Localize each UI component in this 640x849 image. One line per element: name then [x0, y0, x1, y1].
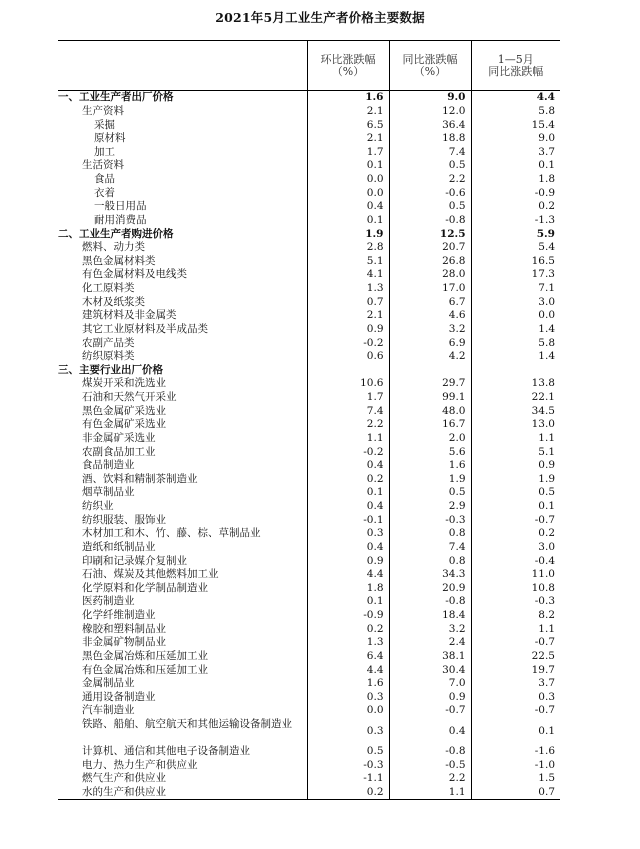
- row-label: 煤炭开采和洗选业: [82, 377, 166, 390]
- table-row: [58, 704, 560, 718]
- yoy-value: 30.4: [389, 663, 471, 677]
- ytd-value: 5.8: [471, 105, 560, 119]
- mom-value: 1.7: [307, 146, 389, 160]
- table-row: [58, 650, 560, 664]
- row-label: 食品制造业: [82, 459, 135, 472]
- yoy-value: 7.4: [389, 541, 471, 555]
- yoy-value: 4.6: [389, 309, 471, 323]
- yoy-value: 17.0: [389, 282, 471, 296]
- yoy-value: 28.0: [389, 268, 471, 282]
- mom-value: 0.2: [307, 473, 389, 487]
- header-ytd-line1: 1—5月: [497, 52, 534, 66]
- row-label: 通用设备制造业: [82, 690, 156, 703]
- table-row: [58, 118, 560, 132]
- ytd-value: -0.3: [471, 595, 560, 609]
- row-label: 化学原料和化学制品制造业: [82, 581, 208, 594]
- yoy-value: -0.3: [389, 513, 471, 527]
- row-label: 木材及纸浆类: [82, 295, 145, 308]
- mom-value: 0.1: [307, 486, 389, 500]
- yoy-value: 9.0: [389, 91, 471, 105]
- row-label: 有色金属冶炼和压延加工业: [82, 663, 208, 676]
- row-label: 金属制品业: [82, 677, 135, 690]
- yoy-value: 0.5: [389, 486, 471, 500]
- ytd-value: 0.1: [471, 718, 560, 745]
- yoy-value: -0.5: [389, 758, 471, 772]
- table-row: [58, 595, 560, 609]
- mom-value: 1.6: [307, 91, 389, 105]
- mom-value: 0.9: [307, 554, 389, 568]
- row-label: 黑色金属冶炼和压延加工业: [82, 649, 208, 662]
- ytd-value: 3.7: [471, 677, 560, 691]
- table-row: [58, 295, 560, 309]
- row-label: 耐用消费品: [94, 213, 147, 226]
- table-row: [58, 404, 560, 418]
- mom-value: 7.4: [307, 404, 389, 418]
- table-row: [58, 609, 560, 623]
- ytd-value: 5.1: [471, 445, 560, 459]
- table-row: [58, 758, 560, 772]
- ytd-value: 1.8: [471, 173, 560, 187]
- yoy-value: 26.8: [389, 255, 471, 269]
- yoy-value: 7.4: [389, 146, 471, 160]
- table-header-row: [58, 41, 560, 91]
- table-row: [58, 364, 560, 378]
- table-row: [58, 459, 560, 473]
- ytd-value: 16.5: [471, 255, 560, 269]
- row-label: 一、工业生产者出厂价格: [58, 91, 174, 104]
- table-row: [58, 268, 560, 282]
- yoy-value: 0.5: [389, 159, 471, 173]
- yoy-value: -0.7: [389, 704, 471, 718]
- yoy-value: 29.7: [389, 377, 471, 391]
- mom-value: 0.4: [307, 459, 389, 473]
- table-row: [58, 786, 560, 800]
- yoy-value: 1.6: [389, 459, 471, 473]
- row-label: 纺织业: [82, 500, 114, 513]
- ytd-value: 0.9: [471, 459, 560, 473]
- row-label: 建筑材料及非金属类: [82, 309, 177, 322]
- ytd-value: 3.0: [471, 295, 560, 309]
- row-label: 医药制造业: [82, 595, 135, 608]
- yoy-value: 1.9: [389, 473, 471, 487]
- header-mom-line2: （%）: [331, 64, 365, 78]
- table-row: [58, 473, 560, 487]
- ytd-value: 1.1: [471, 622, 560, 636]
- table-row: [58, 445, 560, 459]
- yoy-value: 99.1: [389, 391, 471, 405]
- row-label: 烟草制品业: [82, 486, 135, 499]
- mom-value: 2.1: [307, 309, 389, 323]
- table-row: [58, 214, 560, 228]
- table-row: [58, 91, 560, 105]
- ytd-value: 22.5: [471, 650, 560, 664]
- yoy-value: 48.0: [389, 404, 471, 418]
- mom-value: 0.3: [307, 691, 389, 705]
- row-label: 燃料、动力类: [82, 241, 145, 254]
- mom-value: 0.1: [307, 595, 389, 609]
- mom-value: 2.2: [307, 418, 389, 432]
- row-label: 化学纤维制造业: [82, 609, 156, 622]
- yoy-value: [389, 364, 471, 378]
- ytd-value: -1.3: [471, 214, 560, 228]
- table-body: [58, 91, 560, 800]
- row-label: 原材料: [94, 132, 126, 145]
- ytd-value: 0.0: [471, 309, 560, 323]
- table-row: [58, 527, 560, 541]
- row-label: 三、主要行业出厂价格: [58, 363, 163, 376]
- ytd-value: 13.0: [471, 418, 560, 432]
- ytd-value: 17.3: [471, 268, 560, 282]
- yoy-value: -0.8: [389, 745, 471, 759]
- table-row: [58, 772, 560, 786]
- header-ytd-line2: 同比涨跌幅: [488, 64, 544, 78]
- mom-value: 0.9: [307, 323, 389, 337]
- yoy-value: -0.8: [389, 595, 471, 609]
- table-row: [58, 622, 560, 636]
- ytd-value: 8.2: [471, 609, 560, 623]
- ytd-value: 7.1: [471, 282, 560, 296]
- table-row: [58, 173, 560, 187]
- ytd-value: 0.1: [471, 159, 560, 173]
- row-label: 一般日用品: [94, 200, 147, 213]
- mom-value: 1.9: [307, 227, 389, 241]
- ytd-value: 10.8: [471, 582, 560, 596]
- ytd-value: -1.6: [471, 745, 560, 759]
- ytd-value: 1.4: [471, 323, 560, 337]
- price-data-table: [58, 40, 560, 800]
- mom-value: 0.6: [307, 350, 389, 364]
- mom-value: 4.4: [307, 663, 389, 677]
- table-row: [58, 718, 560, 745]
- ytd-value: -0.9: [471, 186, 560, 200]
- mom-value: 0.1: [307, 214, 389, 228]
- yoy-value: 0.8: [389, 527, 471, 541]
- ytd-value: 1.1: [471, 432, 560, 446]
- row-label: 化工原料类: [82, 282, 135, 295]
- table-row: [58, 663, 560, 677]
- row-label: 非金属矿物制品业: [82, 636, 166, 649]
- mom-value: 0.0: [307, 173, 389, 187]
- table-row: [58, 309, 560, 323]
- header-ytd: [471, 41, 560, 91]
- ytd-value: 0.5: [471, 486, 560, 500]
- ytd-value: 34.5: [471, 404, 560, 418]
- row-label: 农副产品类: [82, 336, 135, 349]
- ytd-value: 0.2: [471, 200, 560, 214]
- ytd-value: 5.9: [471, 227, 560, 241]
- ytd-value: -0.7: [471, 636, 560, 650]
- row-label: 木材加工和木、竹、藤、棕、草制品业: [82, 527, 261, 540]
- mom-value: 0.3: [307, 527, 389, 541]
- table-row: [58, 186, 560, 200]
- row-label: 印刷和记录媒介复制业: [82, 554, 187, 567]
- mom-value: 2.1: [307, 132, 389, 146]
- yoy-value: -0.6: [389, 186, 471, 200]
- mom-value: -0.2: [307, 445, 389, 459]
- row-label: 造纸和纸制品业: [82, 540, 156, 553]
- yoy-value: 20.9: [389, 582, 471, 596]
- ytd-value: 13.8: [471, 377, 560, 391]
- ytd-value: -0.7: [471, 513, 560, 527]
- mom-value: -0.3: [307, 758, 389, 772]
- ytd-value: 0.7: [471, 786, 560, 800]
- mom-value: 2.8: [307, 241, 389, 255]
- yoy-value: -0.8: [389, 214, 471, 228]
- table-row: [58, 241, 560, 255]
- table-row: [58, 636, 560, 650]
- yoy-value: 16.7: [389, 418, 471, 432]
- table-row: [58, 677, 560, 691]
- mom-value: 0.4: [307, 541, 389, 555]
- mom-value: 0.0: [307, 186, 389, 200]
- table-row: [58, 146, 560, 160]
- ytd-value: 1.5: [471, 772, 560, 786]
- row-label: 燃气生产和供应业: [82, 772, 166, 785]
- mom-value: -0.9: [307, 609, 389, 623]
- row-label: 衣着: [94, 186, 115, 199]
- row-label: 生产资料: [82, 104, 124, 117]
- ytd-value: [471, 364, 560, 378]
- yoy-value: 0.5: [389, 200, 471, 214]
- mom-value: 0.5: [307, 745, 389, 759]
- table-row: [58, 691, 560, 705]
- row-label: 有色金属材料及电线类: [82, 268, 187, 281]
- yoy-value: 3.2: [389, 622, 471, 636]
- yoy-value: 6.9: [389, 336, 471, 350]
- table-row: [58, 377, 560, 391]
- yoy-value: 2.2: [389, 772, 471, 786]
- mom-value: 0.1: [307, 159, 389, 173]
- ytd-value: -1.0: [471, 758, 560, 772]
- table-row: [58, 486, 560, 500]
- ytd-value: 5.8: [471, 336, 560, 350]
- table-row: [58, 227, 560, 241]
- mom-value: 1.8: [307, 582, 389, 596]
- yoy-value: 0.4: [389, 718, 471, 745]
- row-label: 石油和天然气开采业: [82, 391, 177, 404]
- mom-value: 0.2: [307, 786, 389, 800]
- mom-value: 10.6: [307, 377, 389, 391]
- ytd-value: -0.7: [471, 704, 560, 718]
- row-label: 纺织原料类: [82, 350, 135, 363]
- page-title: 2021年5月工业生产者价格主要数据: [215, 10, 425, 25]
- row-label: 石油、煤炭及其他燃料加工业: [82, 568, 219, 581]
- yoy-value: 0.8: [389, 554, 471, 568]
- header-yoy: [389, 41, 471, 91]
- ytd-value: 5.4: [471, 241, 560, 255]
- table-row: [58, 159, 560, 173]
- yoy-value: 20.7: [389, 241, 471, 255]
- yoy-value: 4.2: [389, 350, 471, 364]
- table-row: [58, 336, 560, 350]
- table-row: [58, 554, 560, 568]
- row-label: 其它工业原材料及半成品类: [82, 322, 208, 335]
- row-label: 纺织服装、服饰业: [82, 513, 166, 526]
- header-yoy-line2: （%）: [413, 64, 447, 78]
- ytd-value: 22.1: [471, 391, 560, 405]
- row-label: 黑色金属材料类: [82, 254, 156, 267]
- row-label: 黑色金属矿采选业: [82, 404, 166, 417]
- yoy-value: 36.4: [389, 118, 471, 132]
- mom-value: 6.4: [307, 650, 389, 664]
- yoy-value: 1.1: [389, 786, 471, 800]
- table-row: [58, 323, 560, 337]
- table-row: [58, 513, 560, 527]
- row-label: 生活资料: [82, 159, 124, 172]
- ytd-value: -0.4: [471, 554, 560, 568]
- mom-value: 0.4: [307, 500, 389, 514]
- header-mom-line1: 环比涨跌幅: [320, 52, 376, 66]
- table-row: [58, 132, 560, 146]
- ytd-value: 9.0: [471, 132, 560, 146]
- table-row: [58, 282, 560, 296]
- row-label: 二、工业生产者购进价格: [58, 227, 174, 240]
- mom-value: -0.1: [307, 513, 389, 527]
- mom-value: 6.5: [307, 118, 389, 132]
- yoy-value: 38.1: [389, 650, 471, 664]
- row-label: 采掘: [94, 118, 115, 131]
- row-label: 水的生产和供应业: [58, 786, 307, 800]
- yoy-value: 12.0: [389, 105, 471, 119]
- mom-value: 2.1: [307, 105, 389, 119]
- ytd-value: 1.9: [471, 473, 560, 487]
- yoy-value: 12.5: [389, 227, 471, 241]
- header-mom: [307, 41, 389, 91]
- yoy-value: 18.4: [389, 609, 471, 623]
- yoy-value: 2.2: [389, 173, 471, 187]
- row-label: 铁路、船舶、航空航天和其他运输设备制造业: [82, 717, 292, 730]
- table-row: [58, 500, 560, 514]
- mom-value: 4.1: [307, 268, 389, 282]
- row-label: 加工: [94, 145, 115, 158]
- yoy-value: 2.0: [389, 432, 471, 446]
- yoy-value: 6.7: [389, 295, 471, 309]
- ytd-value: 0.1: [471, 500, 560, 514]
- ytd-value: 3.0: [471, 541, 560, 555]
- header-blank: [58, 41, 307, 91]
- row-label: 计算机、通信和其他电子设备制造业: [82, 745, 250, 758]
- table-row: [58, 541, 560, 555]
- yoy-value: 2.4: [389, 636, 471, 650]
- table-row: [58, 350, 560, 364]
- ytd-value: 1.4: [471, 350, 560, 364]
- header-yoy-line1: 同比涨跌幅: [402, 52, 458, 66]
- table-row: [58, 582, 560, 596]
- yoy-value: 18.8: [389, 132, 471, 146]
- mom-value: 1.3: [307, 636, 389, 650]
- table-row: [58, 432, 560, 446]
- row-label: 有色金属矿采选业: [82, 418, 166, 431]
- row-label: 农副食品加工业: [82, 445, 156, 458]
- mom-value: 1.7: [307, 391, 389, 405]
- yoy-value: 7.0: [389, 677, 471, 691]
- mom-value: 1.3: [307, 282, 389, 296]
- table-row: [58, 105, 560, 119]
- table-row: [58, 255, 560, 269]
- mom-value: 0.3: [307, 718, 389, 745]
- table-row: [58, 568, 560, 582]
- yoy-value: 0.9: [389, 691, 471, 705]
- mom-value: 0.0: [307, 704, 389, 718]
- mom-value: -1.1: [307, 772, 389, 786]
- row-label: 汽车制造业: [82, 704, 135, 717]
- mom-value: -0.2: [307, 336, 389, 350]
- mom-value: 1.6: [307, 677, 389, 691]
- yoy-value: 34.3: [389, 568, 471, 582]
- table-row: [58, 745, 560, 759]
- table-row: [58, 391, 560, 405]
- ytd-value: 11.0: [471, 568, 560, 582]
- mom-value: [307, 364, 389, 378]
- ytd-value: 0.2: [471, 527, 560, 541]
- ytd-value: 15.4: [471, 118, 560, 132]
- yoy-value: 5.6: [389, 445, 471, 459]
- row-label: 橡胶和塑料制品业: [82, 622, 166, 635]
- mom-value: 0.4: [307, 200, 389, 214]
- row-label: 酒、饮料和精制茶制造业: [82, 472, 198, 485]
- ytd-value: 4.4: [471, 91, 560, 105]
- mom-value: 5.1: [307, 255, 389, 269]
- ytd-value: 19.7: [471, 663, 560, 677]
- yoy-value: 3.2: [389, 323, 471, 337]
- mom-value: 1.1: [307, 432, 389, 446]
- ytd-value: 0.3: [471, 691, 560, 705]
- mom-value: 4.4: [307, 568, 389, 582]
- table-row: [58, 418, 560, 432]
- yoy-value: 2.9: [389, 500, 471, 514]
- ytd-value: 3.7: [471, 146, 560, 160]
- mom-value: 0.7: [307, 295, 389, 309]
- row-label: 非金属矿采选业: [82, 431, 156, 444]
- table-row: [58, 200, 560, 214]
- row-label: 电力、热力生产和供应业: [82, 758, 198, 771]
- mom-value: 0.2: [307, 622, 389, 636]
- row-label: 食品: [94, 173, 115, 186]
